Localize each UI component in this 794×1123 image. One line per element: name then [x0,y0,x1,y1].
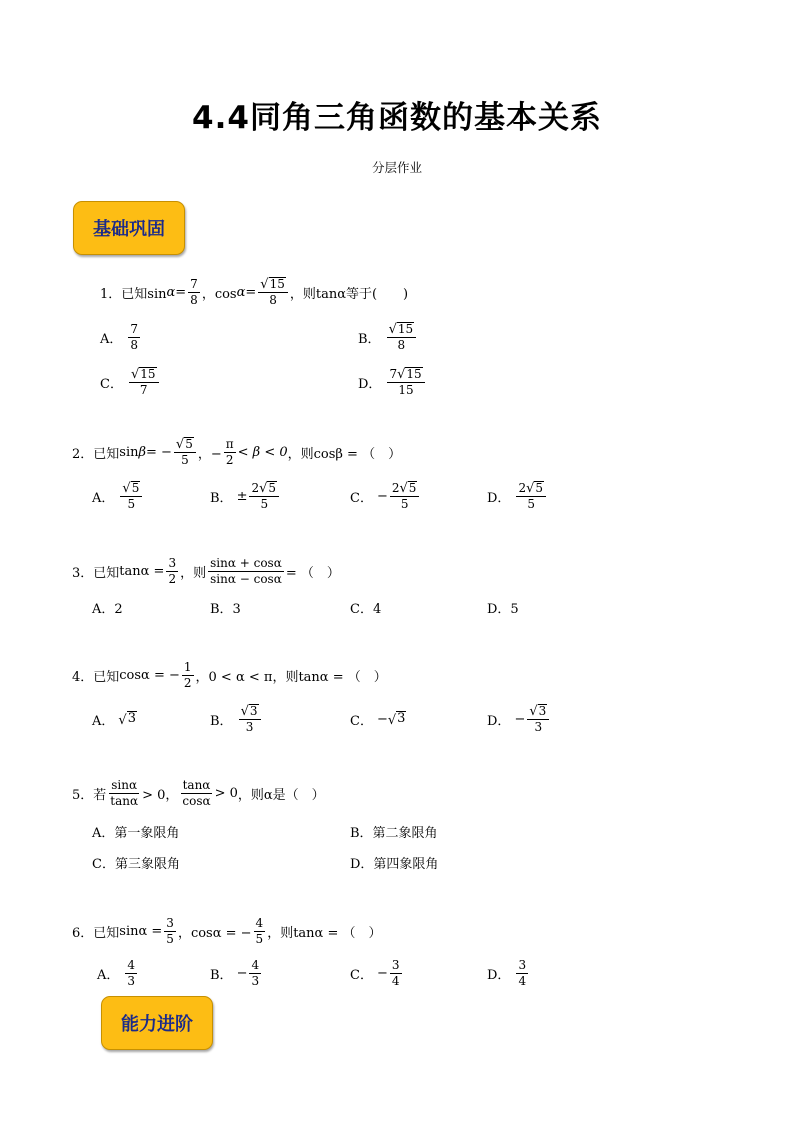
q4-option-d-value: √ 3 3 [527,704,549,734]
question-4 [72,656,387,694]
q6-fraction-cos: $\frac{4}{5}$ [255,915,264,946]
q4-option-d[interactable]: D． − √ 3 3 [487,700,551,738]
q4-cos: cosα = − [119,667,180,683]
q1-tail: ，则tanα等于( ) [289,286,409,302]
q5-fraction-1: $\frac{\sin\alpha}{\tan\alpha}$ [110,777,139,808]
q2-beta: β [138,444,146,460]
q3-option-d[interactable]: D．5 [487,602,519,617]
q2-option-b-value: 2 √ 5 5 [249,481,279,511]
q2-option-b[interactable]: B． ± 2 √ 5 5 [210,477,281,515]
q1-option-a[interactable]: A． $\frac{7}{8}$ [100,321,139,352]
q4-option-c[interactable]: C． − √ 3 [350,711,406,729]
section-label-basic: 基础巩固 [93,219,165,240]
q1-option-b-value: √ 15 8 [387,322,417,352]
q5-option-d[interactable]: D．第四象限角 [350,857,439,872]
q4-number: 4．已知 [72,669,120,685]
q3-mid: ，则 [180,565,207,581]
q6-fraction-sin: $\frac{3}{5}$ [166,915,174,946]
q2-option-a[interactable]: A． √ 5 5 [92,477,144,515]
q3-tail: = （ ） [285,565,340,581]
q2-tail: ，则cosβ = （ ） [287,446,402,462]
q4-option-a[interactable]: A． √ 3 [92,711,136,729]
q1-option-d[interactable]: D． 7 √ 15 15 [358,362,427,402]
q5-gt-1: > 0， [142,787,179,803]
q1-option-b[interactable]: B． √ 15 8 [358,318,418,356]
q4-option-a-value: √ 3 [118,711,136,728]
q1-option-c-value: √ 15 7 [129,367,159,397]
q6-number: 6．已知 [72,925,120,941]
page-title: 4.4同角三角函数的基本关系 [192,100,602,136]
q5-option-a[interactable]: A．第一象限角 [92,826,180,841]
q2-sin: sin [119,444,139,460]
q2-range: < β < 0 [237,444,288,460]
section-label-advanced: 能力进阶 [121,1014,193,1035]
q6-option-c[interactable]: C． − $\frac{3}{4}$ [350,957,400,988]
q1-option-d-value: 7 √ 15 15 [387,367,424,397]
q5-option-c[interactable]: C．第三象限角 [92,857,180,872]
q1-alpha-2: α [236,284,246,300]
q4-option-c-value: √ 3 [387,711,406,728]
q6-option-d[interactable]: D． $\frac{3}{4}$ [487,957,527,988]
q6-option-c-value: $\frac{3}{4}$ [391,957,400,988]
q1-option-a-value: $\frac{7}{8}$ [130,321,139,352]
q4-option-b-value: √ 3 3 [239,704,261,734]
q1-eq: = [175,284,187,300]
q3-option-a[interactable]: A．2 [92,602,123,617]
q1-option-c[interactable]: C． √ 15 7 [100,362,161,402]
q1-eq-2: = [245,284,257,300]
section-badge-basic [73,201,185,255]
q2-option-c-value: 2 √ 5 5 [390,481,420,511]
q2-fraction: √ 5 5 [174,437,196,467]
q6-sin: sinα = [119,923,163,939]
q1-sep: ，cos [201,286,237,302]
q4-fraction: $\frac{1}{2}$ [183,659,192,690]
q6-option-a[interactable]: A． $\frac{4}{3}$ [97,957,136,988]
q5-fraction-2: $\frac{\tan\alpha}{\cos\alpha}$ [182,777,211,808]
q2-mid: ，− [197,446,222,462]
q1-fraction-sin: $\frac{7}{8}$ [190,276,198,307]
q1-number: 1． [100,286,122,302]
q2-number: 2．已知 [72,446,120,462]
question-5 [72,774,325,812]
q6-option-b[interactable]: B． − $\frac{4}{3}$ [210,957,260,988]
q5-tail: ，则α是（ ） [237,787,325,803]
q5-gt-2: > 0 [214,785,238,801]
q3-number: 3．已知 [72,565,120,581]
q3-big-fraction: $\frac{\sin\alpha + \cos\alpha}{\sin\alpha - \cos\alpha}$ [210,555,282,586]
q1-alpha: α [166,284,176,300]
q4-tail: ，则tanα = （ ） [272,669,387,685]
q2-option-d-value: 2 √ 5 5 [516,481,546,511]
question-6 [72,912,381,950]
q2-eq: = − [146,444,172,460]
q6-cos: ，cosα = − [177,925,252,941]
q6-option-b-value: $\frac{4}{3}$ [251,957,260,988]
q2-option-a-value: √ 5 5 [120,481,142,511]
q6-option-a-value: $\frac{4}{3}$ [127,957,136,988]
q6-tail: ，则tanα = （ ） [267,925,382,941]
section-badge-advanced [101,996,213,1050]
q2-option-d[interactable]: D． 2 √ 5 5 [487,477,548,515]
q2-pi-fraction: $\frac{\pi}{2}$ [225,436,234,467]
question-2 [72,432,401,472]
q4-range: ，0 < α < π [195,669,273,685]
q3-fraction: $\frac{3}{2}$ [168,555,177,586]
question-3 [72,552,340,590]
q3-tan: tanα = [119,563,165,579]
q1-fraction-cos: √ 15 8 [258,277,288,307]
q2-option-c[interactable]: C． − 2 √ 5 5 [350,477,421,515]
question-1 [100,272,408,312]
q5-number: 5．若 [72,787,107,803]
q5-option-b[interactable]: B．第二象限角 [350,826,438,841]
q1-prefix: 已知sin [121,286,167,302]
q3-option-c[interactable]: C．4 [350,602,382,617]
q4-option-b[interactable]: B． √ 3 3 [210,700,263,738]
page-subtitle: 分层作业 [371,160,422,175]
q3-option-b[interactable]: B．3 [210,602,241,617]
q6-option-d-value: $\frac{3}{4}$ [518,957,527,988]
